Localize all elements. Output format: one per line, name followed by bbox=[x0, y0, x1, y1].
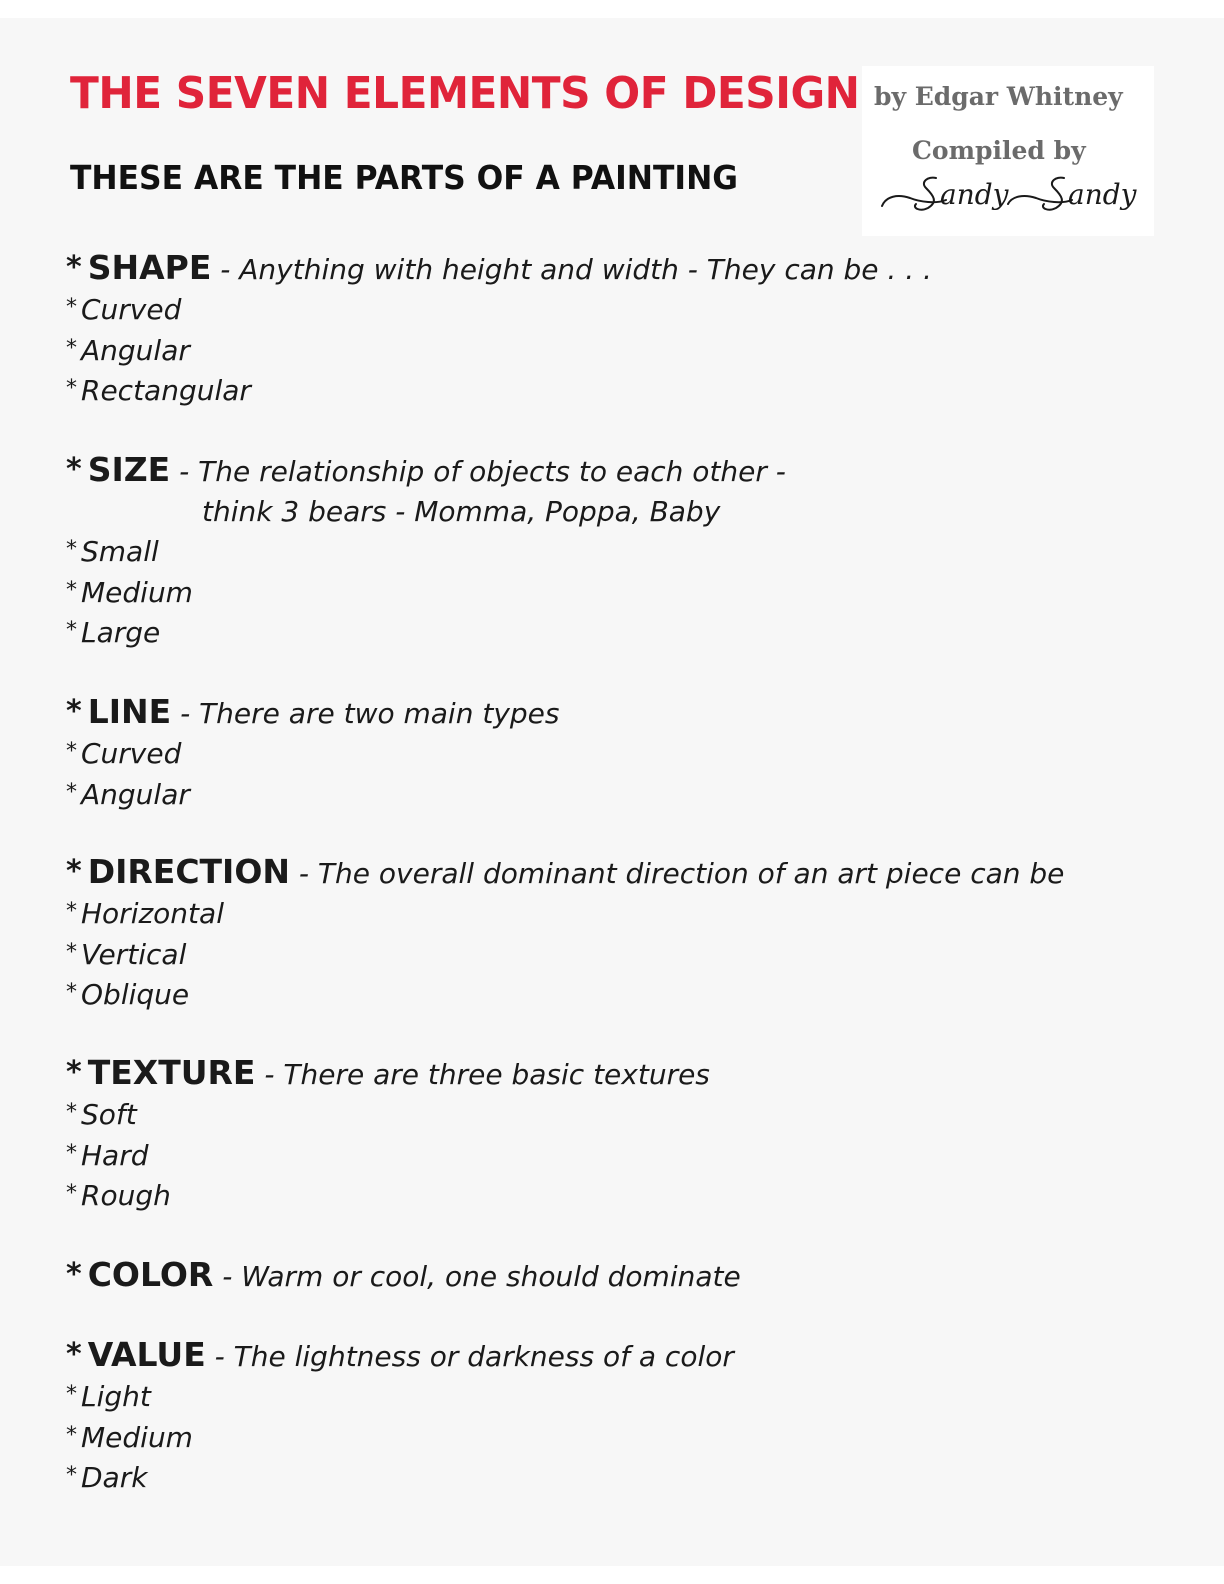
document-subtitle: THESE ARE THE PARTS OF A PAINTING bbox=[70, 158, 739, 197]
list-item-label: Medium bbox=[81, 1420, 193, 1454]
list-item bbox=[66, 371, 932, 412]
asterisk-icon: * bbox=[66, 1422, 77, 1448]
section-term: COLOR bbox=[87, 1255, 214, 1294]
section-description: - The relationship of objects to each other - bbox=[170, 455, 786, 488]
list-item-label: Medium bbox=[81, 575, 193, 609]
asterisk-icon: * bbox=[66, 376, 77, 401]
author-credit: by Edgar Whitney bbox=[874, 82, 1123, 111]
list-item-label: Angular bbox=[81, 333, 190, 367]
asterisk-icon: * bbox=[66, 980, 77, 1005]
asterisk-icon: * bbox=[66, 694, 82, 729]
asterisk-icon: * bbox=[66, 537, 77, 562]
list-item bbox=[66, 1136, 710, 1177]
list-item-label: Rough bbox=[81, 1179, 171, 1212]
asterisk-icon: * bbox=[66, 452, 82, 487]
list-item bbox=[66, 331, 932, 372]
asterisk-icon: * bbox=[66, 1257, 82, 1292]
list-item-label: Curved bbox=[81, 293, 182, 326]
section-heading bbox=[66, 1053, 710, 1095]
list-item-label: Angular bbox=[81, 777, 190, 811]
section-line bbox=[66, 692, 560, 815]
section-term: SHAPE bbox=[87, 248, 212, 287]
list-item bbox=[66, 1418, 734, 1459]
asterisk-icon: * bbox=[66, 295, 77, 320]
list-item bbox=[66, 775, 560, 816]
section-value bbox=[66, 1335, 734, 1499]
list-item bbox=[66, 975, 1064, 1016]
list-item bbox=[66, 613, 786, 654]
asterisk-icon: * bbox=[66, 739, 77, 764]
list-item-label: Oblique bbox=[81, 978, 190, 1011]
section-heading bbox=[66, 692, 560, 734]
asterisk-icon: * bbox=[66, 779, 77, 805]
section-term: SIZE bbox=[87, 450, 171, 489]
section-heading bbox=[66, 450, 786, 492]
asterisk-icon: * bbox=[66, 1382, 77, 1407]
section-description: - Anything with height and width - They can be . . . bbox=[211, 253, 932, 286]
list-item-label: Rectangular bbox=[81, 374, 251, 407]
document-title: THE SEVEN ELEMENTS OF DESIGN bbox=[70, 68, 860, 119]
asterisk-icon: * bbox=[66, 1100, 77, 1125]
asterisk-icon: * bbox=[66, 250, 82, 285]
list-item bbox=[66, 734, 560, 775]
asterisk-icon: * bbox=[66, 1055, 82, 1090]
list-item bbox=[66, 894, 1064, 935]
list-item-label: Curved bbox=[81, 737, 182, 770]
list-item bbox=[66, 1377, 734, 1418]
signature-image bbox=[876, 168, 1142, 228]
list-item bbox=[66, 1176, 710, 1217]
list-item-label: Light bbox=[81, 1380, 151, 1413]
list-item bbox=[66, 1458, 734, 1499]
section-description: - There are two main types bbox=[171, 697, 560, 730]
list-item-label: Large bbox=[81, 616, 161, 649]
section-heading bbox=[66, 1335, 734, 1377]
list-item bbox=[66, 532, 786, 573]
section-description: - The lightness or darkness of a color bbox=[205, 1340, 734, 1373]
section-color bbox=[66, 1255, 741, 1297]
list-item bbox=[66, 573, 786, 614]
asterisk-icon: * bbox=[66, 1337, 82, 1372]
section-term: DIRECTION bbox=[87, 852, 291, 891]
asterisk-icon: * bbox=[66, 1463, 77, 1488]
section-size bbox=[66, 450, 786, 654]
section-shape bbox=[66, 248, 932, 412]
section-description-continued: think 3 bears - Momma, Poppa, Baby bbox=[202, 495, 721, 528]
asterisk-icon: * bbox=[66, 1181, 77, 1206]
section-texture bbox=[66, 1053, 710, 1217]
section-heading bbox=[66, 1255, 741, 1297]
list-item-label: Small bbox=[81, 535, 159, 568]
svg-text:andy: andy bbox=[940, 178, 1009, 211]
section-term: TEXTURE bbox=[87, 1053, 256, 1092]
asterisk-icon: * bbox=[66, 854, 82, 889]
compiled-by-label: Compiled by bbox=[912, 136, 1086, 165]
section-heading bbox=[66, 852, 1064, 894]
list-item bbox=[66, 290, 932, 331]
section-term: LINE bbox=[87, 692, 172, 731]
list-item-label: Vertical bbox=[81, 937, 187, 971]
asterisk-icon: * bbox=[66, 335, 77, 361]
list-item bbox=[66, 1095, 710, 1136]
section-direction bbox=[66, 852, 1064, 1016]
section-description: - The overall dominant direction of an art piece can be bbox=[290, 857, 1065, 890]
section-heading bbox=[66, 248, 932, 290]
list-item bbox=[66, 935, 1064, 976]
section-description: - There are three basic textures bbox=[255, 1058, 710, 1091]
section-term: VALUE bbox=[87, 1335, 206, 1374]
asterisk-icon: * bbox=[66, 939, 77, 965]
svg-text:andy: andy bbox=[1068, 178, 1137, 211]
list-item-label: Dark bbox=[81, 1461, 148, 1494]
list-item-label: Soft bbox=[81, 1098, 137, 1131]
list-item-label: Horizontal bbox=[81, 897, 224, 930]
asterisk-icon: * bbox=[66, 618, 77, 643]
asterisk-icon: * bbox=[66, 1140, 77, 1166]
asterisk-icon: * bbox=[66, 899, 77, 924]
list-item-label: Hard bbox=[81, 1138, 149, 1172]
asterisk-icon: * bbox=[66, 577, 77, 603]
section-description: - Warm or cool, one should dominate bbox=[213, 1260, 741, 1293]
